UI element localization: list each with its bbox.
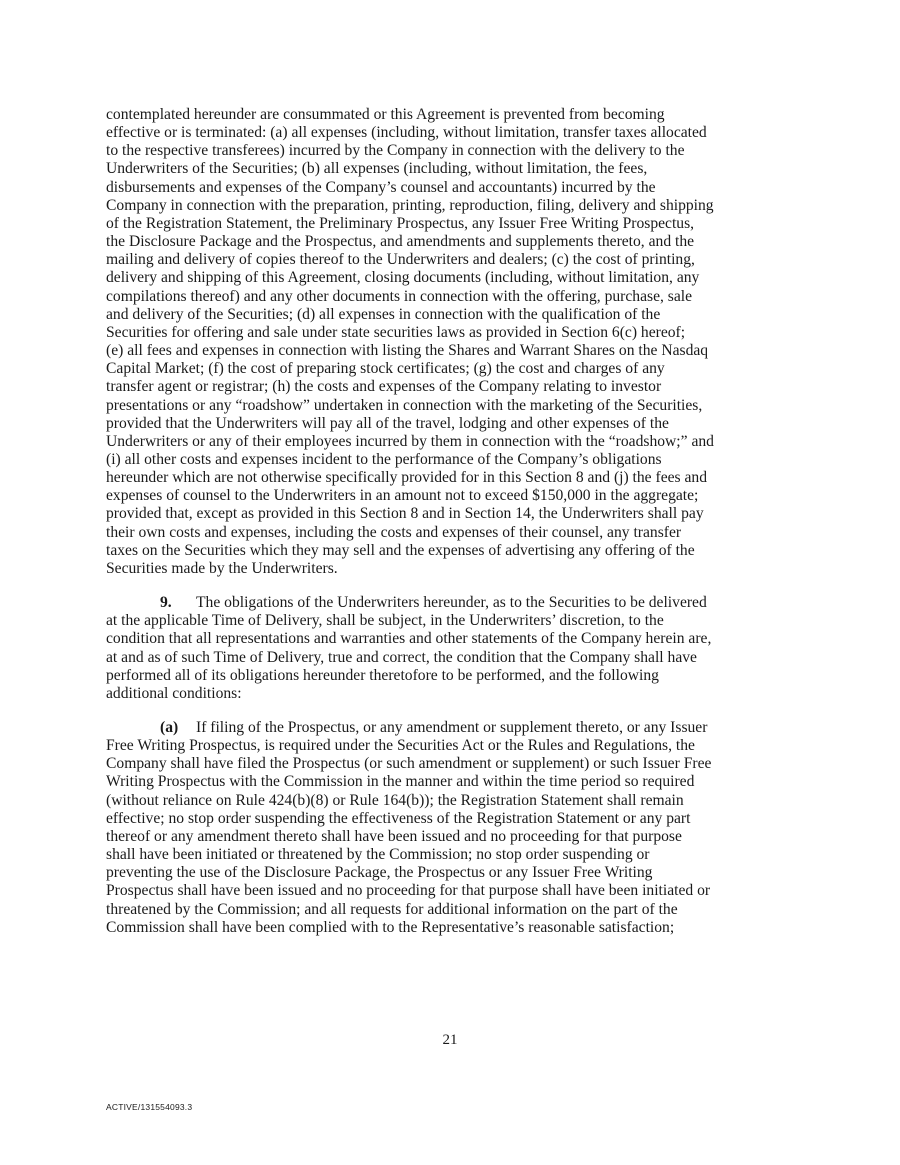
page-number: 21 [442,1032,458,1048]
text-line: preventing the use of the Disclosure Package, the Prospectus or any Issuer Free Writing [106,864,653,882]
document-id: ACTIVE/131554093.3 [106,1102,193,1112]
document-page [106,106,796,937]
text-line: presentations or any “roadshow” undertaken in connection with the marketing of the Securities, [106,396,703,414]
text-line: transfer agent or registrar; (h) the costs and expenses of the Company relating to investor [106,378,662,396]
text-line: threatened by the Commission; and all requests for additional information on the part of the [106,900,678,918]
text-line: of the Registration Statement, the Preliminary Prospectus, any Issuer Free Writing Prospectus, [106,214,695,232]
text-line: provided that, except as provided in this Section 8 and in Section 14, the Underwriters shall pay [106,505,704,523]
text-line: Underwriters or any of their employees incurred by them in connection with the “roadshow;” and [106,432,714,450]
text-line: effective; no stop order suspending the effectiveness of the Registration Statement or any part [106,809,691,827]
text-line: (e) all fees and expenses in connection with listing the Shares and Warrant Shares on the Nasdaq [106,342,709,360]
paragraph-expenses [106,106,796,578]
text-line: delivery and shipping of this Agreement, closing documents (including, without limitation, any [106,269,700,287]
text-line: Company in connection with the preparation, printing, reproduction, filing, delivery and shipping [106,196,714,214]
text-line: Underwriters of the Securities; (b) all expenses (including, without limitation, the fees, [106,160,648,178]
section-9 [106,594,796,703]
text-line: the Disclosure Package and the Prospectus, and amendments and supplements thereto, and the [106,233,695,251]
text-line: (i) all other costs and expenses incident to the performance of the Company’s obligations [106,450,662,468]
text-line: additional conditions: [106,684,242,702]
text-line: contemplated hereunder are consummated or this Agreement is prevented from becoming [106,106,665,123]
text-line: condition that all representations and warranties and other statements of the Company herein are, [106,630,712,648]
text-line: and delivery of the Securities; (d) all expenses in connection with the qualification of the [106,305,661,323]
section-9a-label: (a) [160,719,179,736]
text-line: performed all of its obligations hereunder theretofore to be performed, and the following [106,666,659,684]
section-9a-first-line: (a) If filing of the Prospectus, or any amendment or supplement thereto, or any Issuer [160,719,708,736]
text-line: shall have been initiated or threatened by the Commission; no stop order suspending or [106,846,650,864]
text-line: Capital Market; (f) the cost of preparing stock certificates; (g) the cost and charges of any [106,360,665,378]
text-line: expenses of counsel to the Underwriters in an amount not to exceed $150,000 in the aggregate; [106,487,699,505]
text-line: Securities made by the Underwriters. [106,559,338,577]
section-9a [106,719,796,937]
text-line: their own costs and expenses, including the costs and expenses of their counsel, any transfer [106,523,682,541]
text-line: Writing Prospectus with the Commission in the manner and within the time period so required [106,773,695,791]
text-line: at and as of such Time of Delivery, true and correct, the condition that the Company shall have [106,648,697,666]
text-line: (without reliance on Rule 424(b)(8) or Rule 164(b)); the Registration Statement shall remain [106,791,684,809]
text-line: provided that the Underwriters will pay all of the travel, lodging and other expenses of the [106,414,669,432]
text-line: effective or is terminated: (a) all expenses (including, without limitation, transfer taxes allocated [106,124,707,142]
text-line: compilations thereof) and any other documents in connection with the offering, purchase, sale [106,287,693,305]
text-line: mailing and delivery of copies thereof to the Underwriters and dealers; (c) the cost of printing, [106,251,695,269]
section-9-number: 9. [160,594,172,612]
text-line: Securities for offering and sale under state securities laws as provided in Section 6(c) hereof; [106,323,686,341]
text-line: to the respective transferees) incurred by the Company in connection with the delivery to the [106,142,685,160]
text-line: Prospectus shall have been issued and no proceeding for that purpose shall have been initiated or [106,882,711,900]
text-line: Commission shall have been complied with to the Representative’s reasonable satisfaction; [106,918,675,936]
text-line: at the applicable Time of Delivery, shall be subject, in the Underwriters’ discretion, to the [106,612,664,630]
text-line: disbursements and expenses of the Company’s counsel and accountants) incurred by the [106,178,656,196]
text-line: taxes on the Securities which they may sell and the expenses of advertising any offering of the [106,541,695,559]
text-line: hereunder which are not otherwise specifically provided for in this Section 8 and (j) the fees and [106,469,708,487]
section-9-first-line: 9. The obligations of the Underwriters hereunder, as to the Securities to be delivered [160,594,707,612]
text-line: thereof or any amendment thereto shall have been issued and no proceeding for that purpose [106,827,682,845]
text-line: Company shall have filed the Prospectus (or such amendment or supplement) or such Issuer Free [106,755,712,773]
text-line: Free Writing Prospectus, is required under the Securities Act or the Rules and Regulations, the [106,737,695,755]
